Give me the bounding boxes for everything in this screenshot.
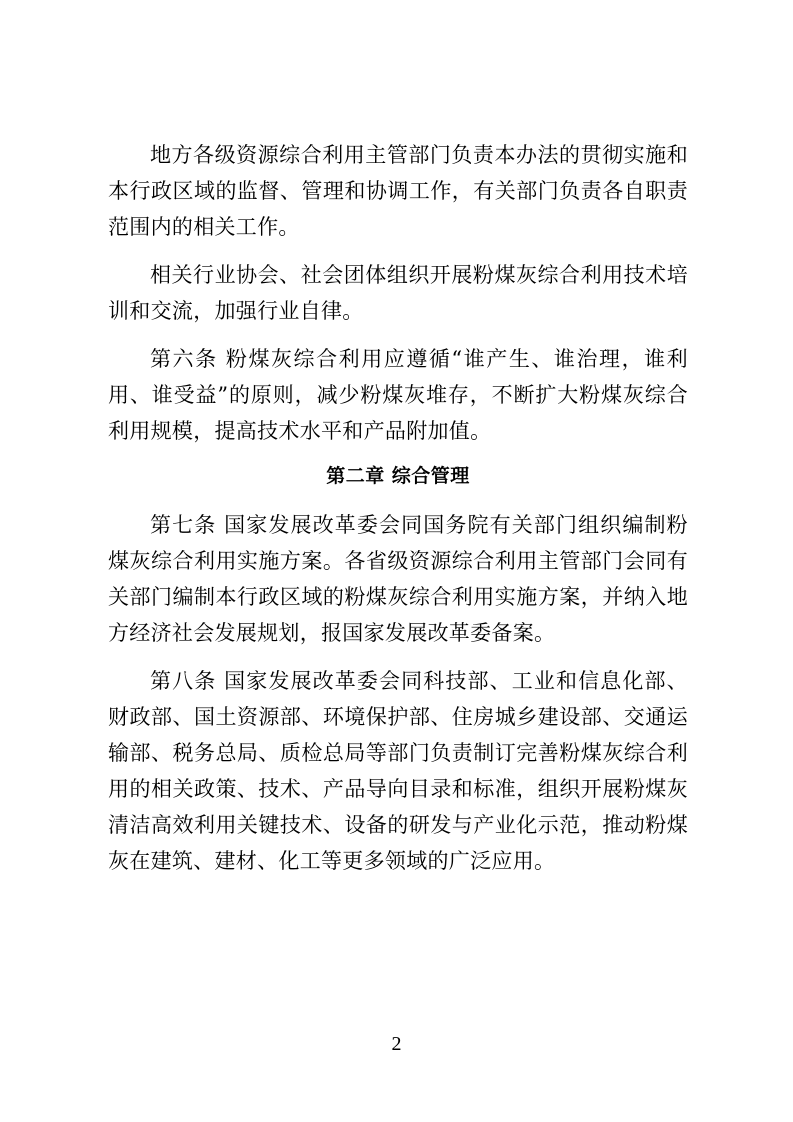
chapter-heading: 第二章 综合管理	[326, 465, 470, 487]
paragraph-article-8: 第八条 国家发展改革委会同科技部、工业和信息化部、财政部、国土资源部、环境保护部、住房城乡建设部、交通运输部、税务总局、质检总局等部门负责制订完善粉煤灰综合利用的相关政策、技术、产品导向目录和标准，组织开展粉煤灰清洁高效利用关键技术、设备的研发与产业化示范，推动粉煤灰在建筑、建材、化工等更多领域的广泛应用。	[108, 669, 688, 873]
page-number: 2	[391, 1033, 402, 1055]
paragraph-article-7: 第七条 国家发展改革委会同国务院有关部门组织编制粉煤灰综合利用实施方案。各省级资源综合利用主管部门会同有关部门编制本行政区域的粉煤灰综合利用实施方案，并纳入地方经济社会发展规划，报国家发展改革委备案。	[108, 513, 688, 645]
paragraph-local-authorities: 地方各级资源综合利用主管部门负责本办法的贯彻实施和本行政区域的监督、管理和协调工作，有关部门负责各自职责范围内的相关工作。	[108, 143, 688, 239]
paragraph-industry-associations: 相关行业协会、社会团体组织开展粉煤灰综合利用技术培训和交流，加强行业自律。	[108, 263, 688, 323]
paragraph-article-6: 第六条 粉煤灰综合利用应遵循“谁产生、谁治理，谁利用、谁受益”的原则，减少粉煤灰堆存，不断扩大粉煤灰综合利用规模，提高技术水平和产品附加值。	[108, 347, 688, 443]
document-body	[108, 137, 688, 891]
